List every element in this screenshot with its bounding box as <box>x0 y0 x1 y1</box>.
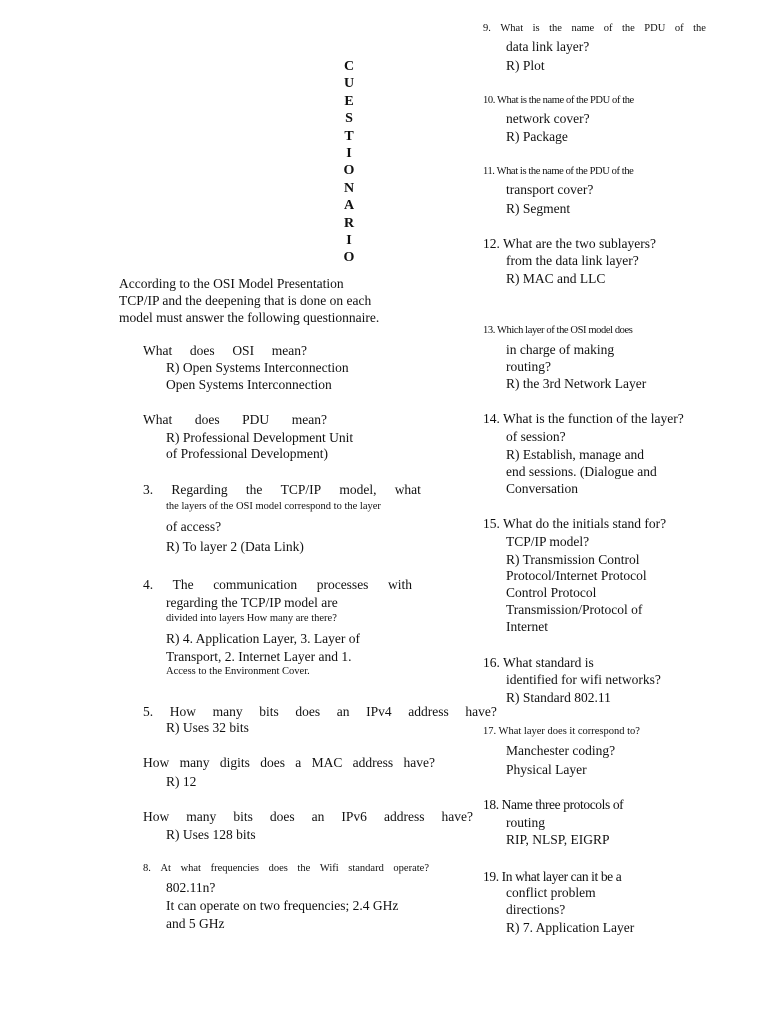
title-letter: O <box>343 163 355 179</box>
word: 4. <box>143 577 154 592</box>
intro-line: TCP/IP and the deepening that is done on each <box>119 293 372 308</box>
word: How <box>143 809 170 824</box>
question-18: 18. Name three protocols of <box>483 797 624 812</box>
word: 9. <box>483 23 491 34</box>
title-letter: S <box>345 111 353 127</box>
word: does <box>268 863 288 874</box>
question-4 <box>143 577 412 593</box>
vertical-title <box>342 58 356 267</box>
answer: R) 4. Application Layer, 3. Layer of <box>166 631 361 646</box>
word: 8. <box>143 863 151 874</box>
question-line: data link layer? <box>506 39 590 54</box>
question-line: regarding the TCP/IP model are <box>166 595 338 610</box>
question-line: routing <box>506 815 545 830</box>
word: address <box>408 704 449 719</box>
answer: It can operate on two frequencies; 2.4 GHz <box>166 898 399 913</box>
question-3 <box>143 482 421 498</box>
intro-line: According to the OSI Model Presentation <box>119 276 344 291</box>
word: operate? <box>393 863 429 874</box>
word: What <box>143 343 173 358</box>
word: At <box>160 863 171 874</box>
word: have? <box>441 809 473 824</box>
word: address <box>383 809 425 824</box>
question-19: 19. In what layer can it be a <box>483 869 622 884</box>
word: frequencies <box>210 863 259 874</box>
word: How <box>143 755 170 770</box>
answer: R) Plot <box>506 58 545 73</box>
word: IPv4 <box>366 704 392 719</box>
answer: R) MAC and LLC <box>506 271 606 286</box>
word: many <box>212 704 243 719</box>
word: What <box>500 23 524 34</box>
word: OSI <box>232 343 255 358</box>
question-7 <box>143 809 473 825</box>
answer: Protocol/Internet Protocol <box>506 568 647 583</box>
word: name <box>571 23 595 34</box>
question-line: divided into layers How many are there? <box>166 613 337 624</box>
word: model, <box>339 482 377 497</box>
question-line: 802.11n? <box>166 880 216 895</box>
answer: Physical Layer <box>506 762 587 777</box>
word: the <box>693 23 706 34</box>
answer: R) Uses 128 bits <box>166 827 256 842</box>
question-10: 10. What is the name of the PDU of the <box>483 95 634 106</box>
word: How <box>169 704 196 719</box>
question-line: in charge of making <box>506 342 615 357</box>
question-line: TCP/IP model? <box>506 534 590 549</box>
question-6 <box>143 755 435 771</box>
question-line: network cover? <box>506 111 590 126</box>
word: PDU <box>644 23 666 34</box>
word: of <box>674 23 684 34</box>
title-letter: T <box>344 128 354 144</box>
word: PDU <box>242 412 270 427</box>
word: the <box>245 482 263 497</box>
answer: R) Uses 32 bits <box>166 720 249 735</box>
answer: R) Package <box>506 129 568 144</box>
word: does <box>295 704 321 719</box>
word: does <box>194 412 220 427</box>
title-letter: O <box>343 250 355 266</box>
answer: of Professional Development) <box>166 446 328 461</box>
word: of <box>603 23 613 34</box>
word: standard <box>348 863 384 874</box>
title-letter: E <box>344 93 354 109</box>
word: mean? <box>291 412 327 427</box>
answer: R) 12 <box>166 774 197 789</box>
question-5 <box>143 704 497 720</box>
word: the <box>297 863 311 874</box>
answer: R) Segment <box>506 201 571 216</box>
word: an <box>336 704 350 719</box>
word: have? <box>403 755 435 770</box>
word: TCP/IP <box>280 482 322 497</box>
word: an <box>311 809 325 824</box>
answer: R) Standard 802.11 <box>506 690 611 705</box>
word: address <box>352 755 394 770</box>
word: The <box>172 577 194 592</box>
answer: Conversation <box>506 481 578 496</box>
answer: RIP, NLSP, EIGRP <box>506 832 610 847</box>
title-letter: R <box>343 215 355 231</box>
question-1 <box>143 343 307 359</box>
word: the <box>621 23 635 34</box>
word: does <box>260 755 285 770</box>
word: What <box>143 412 173 427</box>
answer: Internet <box>506 619 548 634</box>
word: what <box>180 863 201 874</box>
question-line: identified for wifi networks? <box>506 672 661 687</box>
word: bits <box>233 809 253 824</box>
answer: R) the 3rd Network Layer <box>506 376 647 391</box>
word: 5. <box>143 704 154 719</box>
answer: R) Transmission Control <box>506 552 640 567</box>
word: Regarding <box>171 482 228 497</box>
title-letter: U <box>343 76 355 92</box>
intro-line: model must answer the following questionnaire. <box>119 310 380 325</box>
question-14: 14. What is the function of the layer? <box>483 411 684 426</box>
title-letter: N <box>343 180 355 196</box>
question-17: 17. What layer does it correspond to? <box>483 726 640 737</box>
word: many <box>179 755 210 770</box>
word: the <box>549 23 562 34</box>
question-line: directions? <box>506 902 566 917</box>
answer: and 5 GHz <box>166 916 225 931</box>
answer: Control Protocol <box>506 585 597 600</box>
title-letter: I <box>346 146 352 162</box>
word: a <box>295 755 302 770</box>
question-line: the layers of the OSI model correspond to the layer <box>166 501 381 512</box>
question-13: 13. Which layer of the OSI model does <box>483 325 633 336</box>
word: with <box>387 577 412 592</box>
question-16: 16. What standard is <box>483 655 594 670</box>
answer: R) Open Systems Interconnection <box>166 360 349 375</box>
word: is <box>532 23 540 34</box>
question-line: from the data link layer? <box>506 253 639 268</box>
question-9 <box>483 23 706 34</box>
word: processes <box>316 577 369 592</box>
answer: Transmission/Protocol of <box>506 602 643 617</box>
word: have? <box>465 704 497 719</box>
question-line: conflict problem <box>506 885 596 900</box>
word: mean? <box>271 343 307 358</box>
word: MAC <box>311 755 343 770</box>
question-line: Manchester coding? <box>506 743 616 758</box>
word: IPv6 <box>341 809 367 824</box>
question-12: 12. What are the two sublayers? <box>483 236 656 251</box>
word: communication <box>213 577 298 592</box>
title-letter: C <box>343 59 355 74</box>
answer: R) To layer 2 (Data Link) <box>166 539 304 554</box>
question-15: 15. What do the initials stand for? <box>483 516 667 531</box>
question-line: of access? <box>166 519 222 534</box>
word: does <box>189 343 215 358</box>
question-line: transport cover? <box>506 182 594 197</box>
title-letter: A <box>343 198 355 214</box>
word: Wifi <box>319 863 339 874</box>
answer: R) 7. Application Layer <box>506 920 635 935</box>
question-2 <box>143 412 327 428</box>
answer: Access to the Environment Cover. <box>166 666 310 677</box>
answer: Open Systems Interconnection <box>166 377 332 392</box>
answer: Transport, 2. Internet Layer and 1. <box>166 649 352 664</box>
word: does <box>269 809 295 824</box>
word: 3. <box>143 482 154 497</box>
answer: R) Professional Development Unit <box>166 430 354 445</box>
word: what <box>394 482 421 497</box>
question-11: 11. What is the name of the PDU of the <box>483 166 634 177</box>
title-letter: I <box>346 233 352 249</box>
question-line: routing? <box>506 359 551 374</box>
answer: end sessions. (Dialogue and <box>506 464 657 479</box>
answer: R) Establish, manage and <box>506 447 644 462</box>
word: digits <box>219 755 250 770</box>
word: bits <box>259 704 279 719</box>
word: many <box>186 809 217 824</box>
question-8 <box>143 863 429 874</box>
question-line: of session? <box>506 429 566 444</box>
